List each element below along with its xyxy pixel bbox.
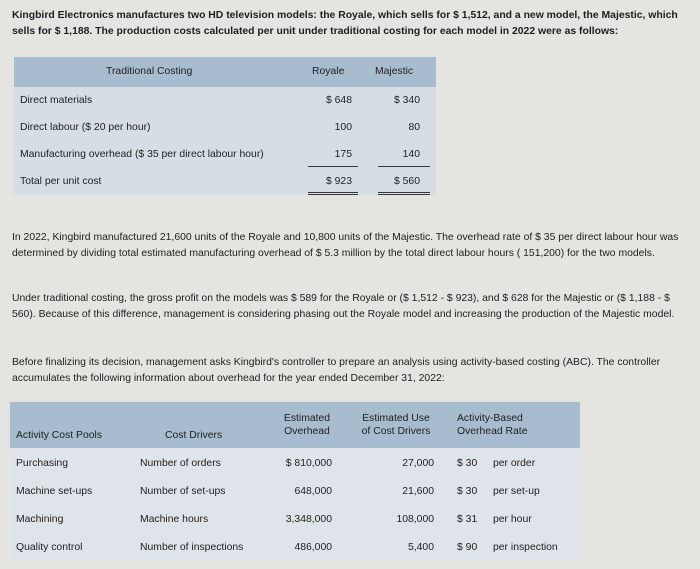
cost-driver: Number of orders bbox=[140, 458, 221, 469]
rate-amount: $ 31 bbox=[457, 514, 478, 525]
table-header bbox=[14, 57, 436, 87]
rate-unit: per order bbox=[493, 458, 536, 469]
table-row bbox=[10, 533, 580, 561]
rate-unit: per set-up bbox=[493, 486, 540, 497]
rate-unit: per inspection bbox=[493, 542, 558, 553]
activity-cost-pools-header: Activity Cost Pools bbox=[16, 430, 103, 441]
estimated-overhead-header bbox=[272, 412, 342, 438]
royale-column-header: Royale bbox=[312, 66, 345, 77]
activity-based-rate-header bbox=[457, 412, 527, 438]
table-row bbox=[10, 505, 580, 533]
abc-paragraph: Before finalizing its decision, management asks Kingbird's controller to prepare an analysis using activity-based costing (ABC). The controller accumulates the following information about overhead for the year ended December 31, 2022: bbox=[12, 357, 661, 384]
estimated-overhead: 486,000 bbox=[294, 542, 332, 553]
royale-value: $ 923 bbox=[325, 176, 352, 187]
table-row bbox=[14, 87, 436, 114]
table-header bbox=[10, 402, 580, 448]
estimated-use: 27,000 bbox=[402, 458, 434, 469]
row-label: Direct materials bbox=[20, 95, 93, 106]
rate-amount: $ 90 bbox=[457, 542, 478, 553]
pool-name: Purchasing bbox=[16, 458, 68, 469]
rate-unit: per hour bbox=[493, 514, 532, 525]
cost-driver: Machine hours bbox=[140, 514, 209, 525]
table-row bbox=[14, 168, 436, 195]
production-paragraph: In 2022, Kingbird manufactured 21,600 units of the Royale and 10,800 units of the Majestic. The overhead rate of $ 35 per direct labour hour was determined by dividing total estimated manufacturing overhead of $ 5.3 million by the total direct labour hours ( 151,200) for the two models. bbox=[12, 232, 679, 259]
royale-value: $ 648 bbox=[325, 95, 352, 106]
header-line: of Cost Drivers bbox=[361, 426, 431, 437]
pool-name: Machine set-ups bbox=[16, 486, 93, 497]
header-line: Overhead Rate bbox=[457, 426, 528, 437]
table-row bbox=[10, 477, 580, 505]
majestic-subtotal-rule bbox=[378, 166, 430, 167]
pool-name: Quality control bbox=[16, 542, 83, 553]
header-line: Activity-Based bbox=[457, 413, 523, 424]
table-row bbox=[14, 114, 436, 141]
royale-value: 175 bbox=[334, 149, 352, 160]
cost-driver: Number of set-ups bbox=[140, 486, 226, 497]
intro-paragraph: Kingbird Electronics manufactures two HD television models: the Royale, which sells for $ 1,512, and a new model, the Majestic, which sells for $ 1,188. The production costs calculated per unit under traditional costing for each model in 2022 were as follows: bbox=[12, 10, 678, 37]
majestic-column-header: Majestic bbox=[375, 66, 414, 77]
estimated-overhead: 648,000 bbox=[294, 486, 332, 497]
majestic-value: $ 340 bbox=[393, 95, 420, 106]
row-label: Manufacturing overhead ($ 35 per direct labour hour) bbox=[20, 149, 264, 160]
rate-amount: $ 30 bbox=[457, 458, 478, 469]
pool-name: Machining bbox=[16, 514, 64, 525]
estimated-use-header bbox=[352, 412, 440, 438]
gross-profit-paragraph: Under traditional costing, the gross profit on the models was $ 589 for the Royale or ($ 1,512 - $ 923), and $ 628 for the Majestic or ($ 1,188 - $ 560). Because of this difference, management is considering phasing out the Royale model and increasing the production of the Majestic model. bbox=[12, 293, 675, 320]
estimated-overhead: $ 810,000 bbox=[285, 458, 332, 469]
table-row bbox=[10, 449, 580, 477]
majestic-value: $ 560 bbox=[393, 176, 420, 187]
row-label: Direct labour ($ 20 per hour) bbox=[20, 122, 151, 133]
estimated-use: 21,600 bbox=[402, 486, 434, 497]
royale-value: 100 bbox=[334, 122, 352, 133]
header-line: Estimated Use bbox=[362, 413, 430, 424]
header-line: Overhead bbox=[284, 426, 330, 437]
table-row bbox=[14, 141, 436, 168]
row-label: Total per unit cost bbox=[20, 176, 102, 187]
cost-drivers-header: Cost Drivers bbox=[165, 430, 223, 441]
rate-amount: $ 30 bbox=[457, 486, 478, 497]
estimated-overhead: 3,348,000 bbox=[285, 514, 332, 525]
cost-driver: Number of inspections bbox=[140, 542, 244, 553]
royale-subtotal-rule bbox=[308, 166, 358, 167]
majestic-value: 140 bbox=[402, 149, 420, 160]
royale-total-double-rule bbox=[308, 192, 358, 195]
estimated-use: 5,400 bbox=[407, 542, 434, 553]
traditional-costing-heading: Traditional Costing bbox=[106, 66, 193, 77]
estimated-use: 108,000 bbox=[396, 514, 434, 525]
majestic-total-double-rule bbox=[378, 192, 430, 195]
majestic-value: 80 bbox=[408, 122, 420, 133]
header-line: Estimated bbox=[283, 413, 331, 424]
